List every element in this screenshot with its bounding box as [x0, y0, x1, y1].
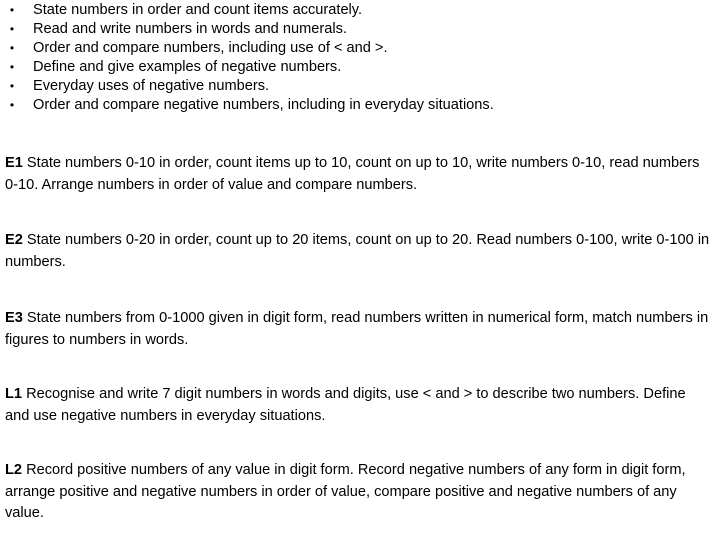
objective-item: [0, 77, 715, 96]
level-code: E1: [5, 155, 23, 171]
bullet-icon: •: [9, 98, 15, 112]
objective-item: [0, 58, 715, 77]
objective-text: Order and compare negative numbers, including in everyday situations.: [33, 97, 494, 113]
objective-item: [0, 20, 715, 39]
objective-text: Everyday uses of negative numbers.: [33, 78, 270, 94]
bullet-icon: •: [9, 3, 15, 17]
objective-text: Order and compare numbers, including use of < and >.: [33, 40, 388, 56]
level-code: E2: [5, 232, 23, 248]
level-paragraph-e1: [5, 153, 713, 196]
level-paragraph-e2: [5, 230, 713, 273]
level-description: Recognise and write 7 digit numbers in words and digits, use < and > to describe two numbers. Define and use negative numbers in everyday situations.: [5, 386, 686, 424]
level-code: E3: [5, 310, 23, 326]
objectives-list: [0, 1, 715, 115]
level-code: L1: [5, 386, 23, 402]
bullet-icon: •: [9, 79, 15, 93]
objective-text: Define and give examples of negative numbers.: [33, 59, 342, 75]
bullet-icon: •: [9, 60, 15, 74]
bullet-icon: •: [9, 41, 15, 55]
level-paragraph-l1: [5, 384, 713, 427]
level-paragraph-l2: [5, 460, 713, 525]
bullet-icon: •: [9, 22, 15, 36]
objective-text: Read and write numbers in words and numerals.: [33, 21, 347, 37]
level-description: State numbers 0-10 in order, count items up to 10, count on up to 10, write numbers 0-10, read numbers 0-10. Arrange numbers in order of value and compare numbers.: [5, 155, 700, 193]
objective-item: [0, 1, 715, 20]
level-code: L2: [5, 462, 23, 478]
objective-item: [0, 39, 715, 58]
objective-text: State numbers in order and count items accurately.: [33, 2, 363, 18]
objective-item: [0, 96, 715, 115]
level-description: State numbers from 0-1000 given in digit form, read numbers written in numerical form, match numbers in figures to numbers in words.: [5, 310, 709, 348]
level-description: Record positive numbers of any value in digit form. Record negative numbers of any form in digit form, arrange positive and negative numbers in order of value, compare positive and negative numbers of any value.: [5, 462, 686, 521]
level-paragraph-e3: [5, 308, 713, 351]
level-description: State numbers 0-20 in order, count up to 20 items, count on up to 20. Read numbers 0-100, write 0-100 in numbers.: [5, 232, 710, 270]
